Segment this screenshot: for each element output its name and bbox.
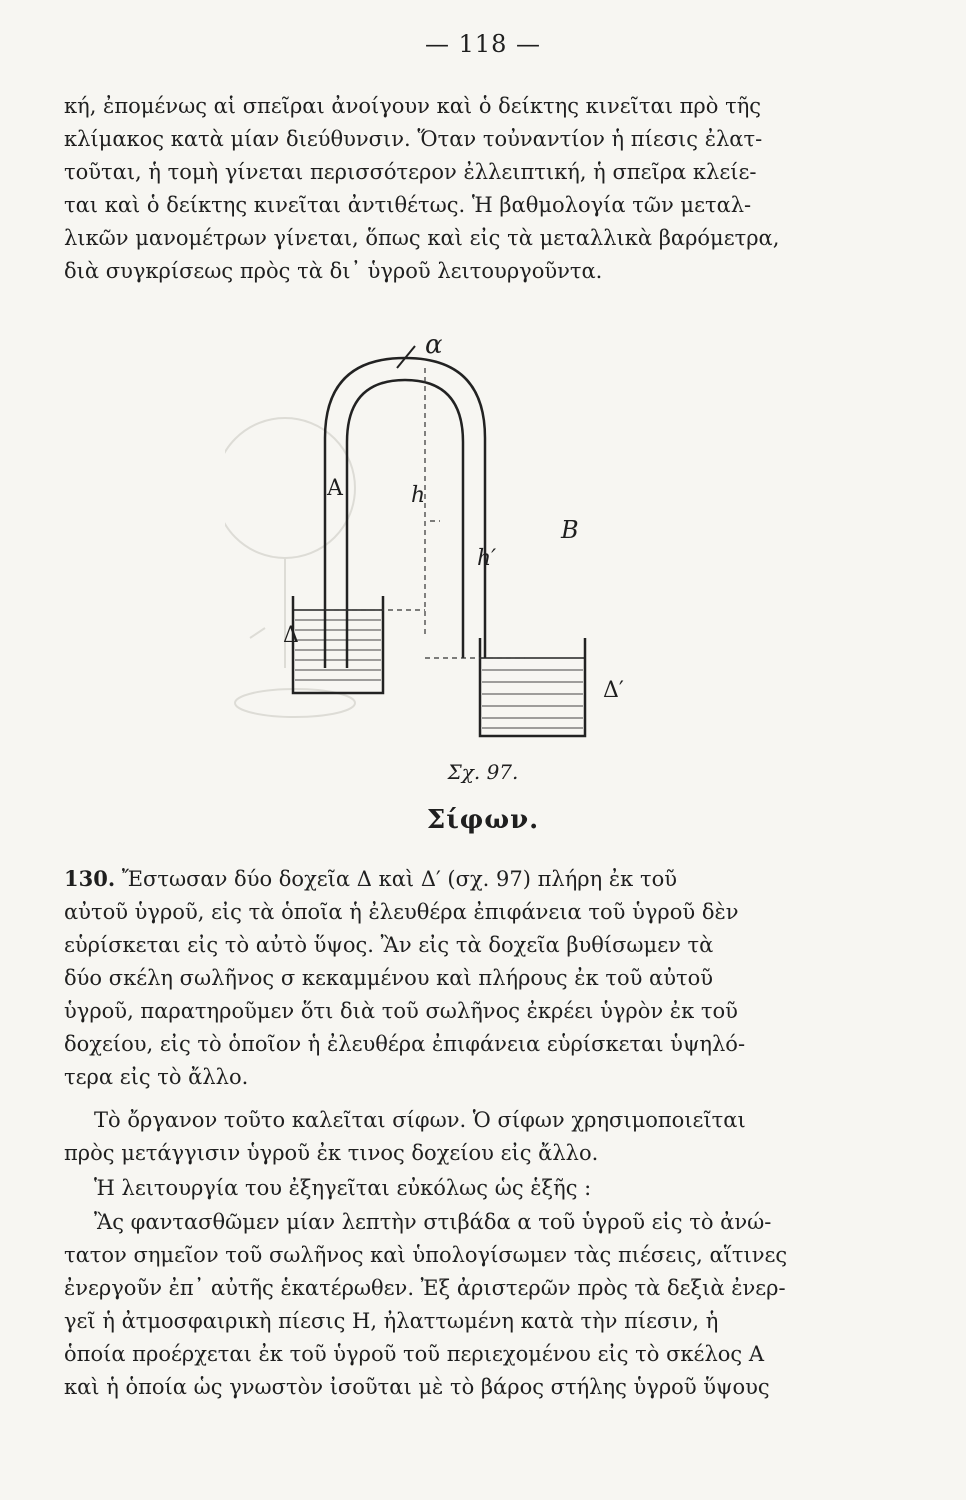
label-B: B (561, 516, 579, 544)
text-line: ὑγροῦ, παρατηροῦμεν ὅτι διὰ τοῦ σωλῆνος ἐκρέει ὑγρὸν ἐκ τοῦ (64, 999, 738, 1023)
text-line: διὰ συγκρίσεως πρὸς τὰ δι᾽ ὑγροῦ λειτουργοῦντα. (64, 259, 603, 283)
paragraph-explanation-intro (64, 1172, 854, 1205)
section-130 (64, 862, 854, 1094)
text-line (64, 862, 854, 896)
text-line: δύο σκέλη σωλῆνος σ κεκαμμένου καὶ πλήρους ἐκ τοῦ αὐτοῦ (64, 966, 714, 990)
text-line: τατον σημεῖον τοῦ σωλῆνος καὶ ὑπολογίσωμεν τὰς πιέσεις, αἵτινες (64, 1243, 788, 1267)
text-line: τερα εἰς τὸ ἄλλο. (64, 1065, 249, 1089)
text-line: πρὸς μετάγγισιν ὑγροῦ ἐκ τινος δοχείου εἰς ἄλλο. (64, 1141, 599, 1165)
text-line: δοχείου, εἰς τὸ ὁποῖον ἡ ἐλευθέρα ἐπιφάνεια εὑρίσκεται ὑψηλό- (64, 1032, 746, 1056)
text-line: εὑρίσκεται εἰς τὸ αὐτὸ ὕψος. Ἂν εἰς τὰ δοχεῖα βυθίσωμεν τὰ (64, 933, 714, 957)
reference-lines (325, 368, 525, 658)
figure-caption: Σχ. 97. (447, 760, 519, 784)
label-h-prime: h′ (477, 546, 497, 571)
text-line: Ἡ λειτουργία του ἐξηγεῖται εὐκόλως ὡς ἑξῆς : (94, 1176, 592, 1200)
text-line: ται καὶ ὁ δείκτης κινεῖται ἀντιθέτως. Ἡ βαθμολογία τῶν μεταλ- (64, 193, 752, 217)
text-line: καὶ ἡ ὁποία ὡς γνωστὸν ἰσοῦται μὲ τὸ βάρος στήλης ὑγροῦ ὕψους (64, 1375, 770, 1399)
section-first-line: Ἔστωσαν δύο δοχεῖα Δ καὶ Δ′ (σχ. 97) πλήρη ἐκ τοῦ (121, 867, 678, 891)
label-Delta: Δ (283, 623, 299, 648)
paragraph-explanation (64, 1206, 854, 1404)
text-line: Ἂς φαντασθῶμεν μίαν λεπτὴν στιβάδα α τοῦ ὑγροῦ εἰς τὸ ἀνώ- (94, 1210, 772, 1234)
section-number: 130. (64, 866, 116, 891)
text-line: αὐτοῦ ὑγροῦ, εἰς τὰ ὁποῖα ἡ ἐλευθέρα ἐπιφάνεια τοῦ ὑγροῦ δὲν (64, 900, 739, 924)
siphon-tube (325, 358, 485, 668)
label-Delta-prime: Δ′ (603, 678, 624, 703)
top-paragraph (64, 90, 854, 288)
liquid-hatching (295, 620, 381, 680)
label-alpha: α (425, 330, 443, 360)
text-line: ἐνεργοῦν ἐπ᾽ αὐτῆς ἑκατέρωθεν. Ἐξ ἀριστερῶν πρὸς τὰ δεξιὰ ἐνερ- (64, 1276, 786, 1300)
paragraph-siphon-use (64, 1104, 854, 1170)
text-line: λικῶν μανομέτρων γίνεται, ὅπως καὶ εἰς τὰ μεταλλικὰ βαρόμετρα, (64, 226, 780, 250)
label-A: A (327, 476, 343, 501)
text-line: κλίμακος κατὰ μίαν διεύθυνσιν. Ὅταν τοὐναντίον ἡ πίεσις ἐλατ- (64, 127, 763, 151)
text-line: Τὸ ὄργανον τοῦτο καλεῖται σίφων. Ὁ σίφων χρησιμοποιεῖται (94, 1108, 746, 1132)
text-line: τοῦται, ἡ τομὴ γίνεται περισσότερον ἐλλειπτική, ἡ σπεῖρα κλείε- (64, 160, 757, 184)
siphon-figure (225, 330, 745, 758)
vessel-delta-prime (480, 638, 585, 736)
figure-title: Σίφων. (426, 805, 540, 835)
text-line: ὁποία προέρχεται ἐκ τοῦ ὑγροῦ τοῦ περιεχομένου εἰς τὸ σκέλος Α (64, 1342, 764, 1366)
background-apparatus (225, 418, 355, 717)
text-line: γεῖ ἡ ἀτμοσφαιρικὴ πίεσις Η, ἠλαττωμένη κατὰ τὴν πίεσιν, ἡ (64, 1309, 719, 1333)
label-h: h (411, 483, 426, 508)
page-number: — 118 — (424, 30, 542, 58)
text-line: κή, ἐπομένως αἱ σπεῖραι ἀνοίγουν καὶ ὁ δείκτης κινεῖται πρὸ τῆς (64, 94, 762, 118)
